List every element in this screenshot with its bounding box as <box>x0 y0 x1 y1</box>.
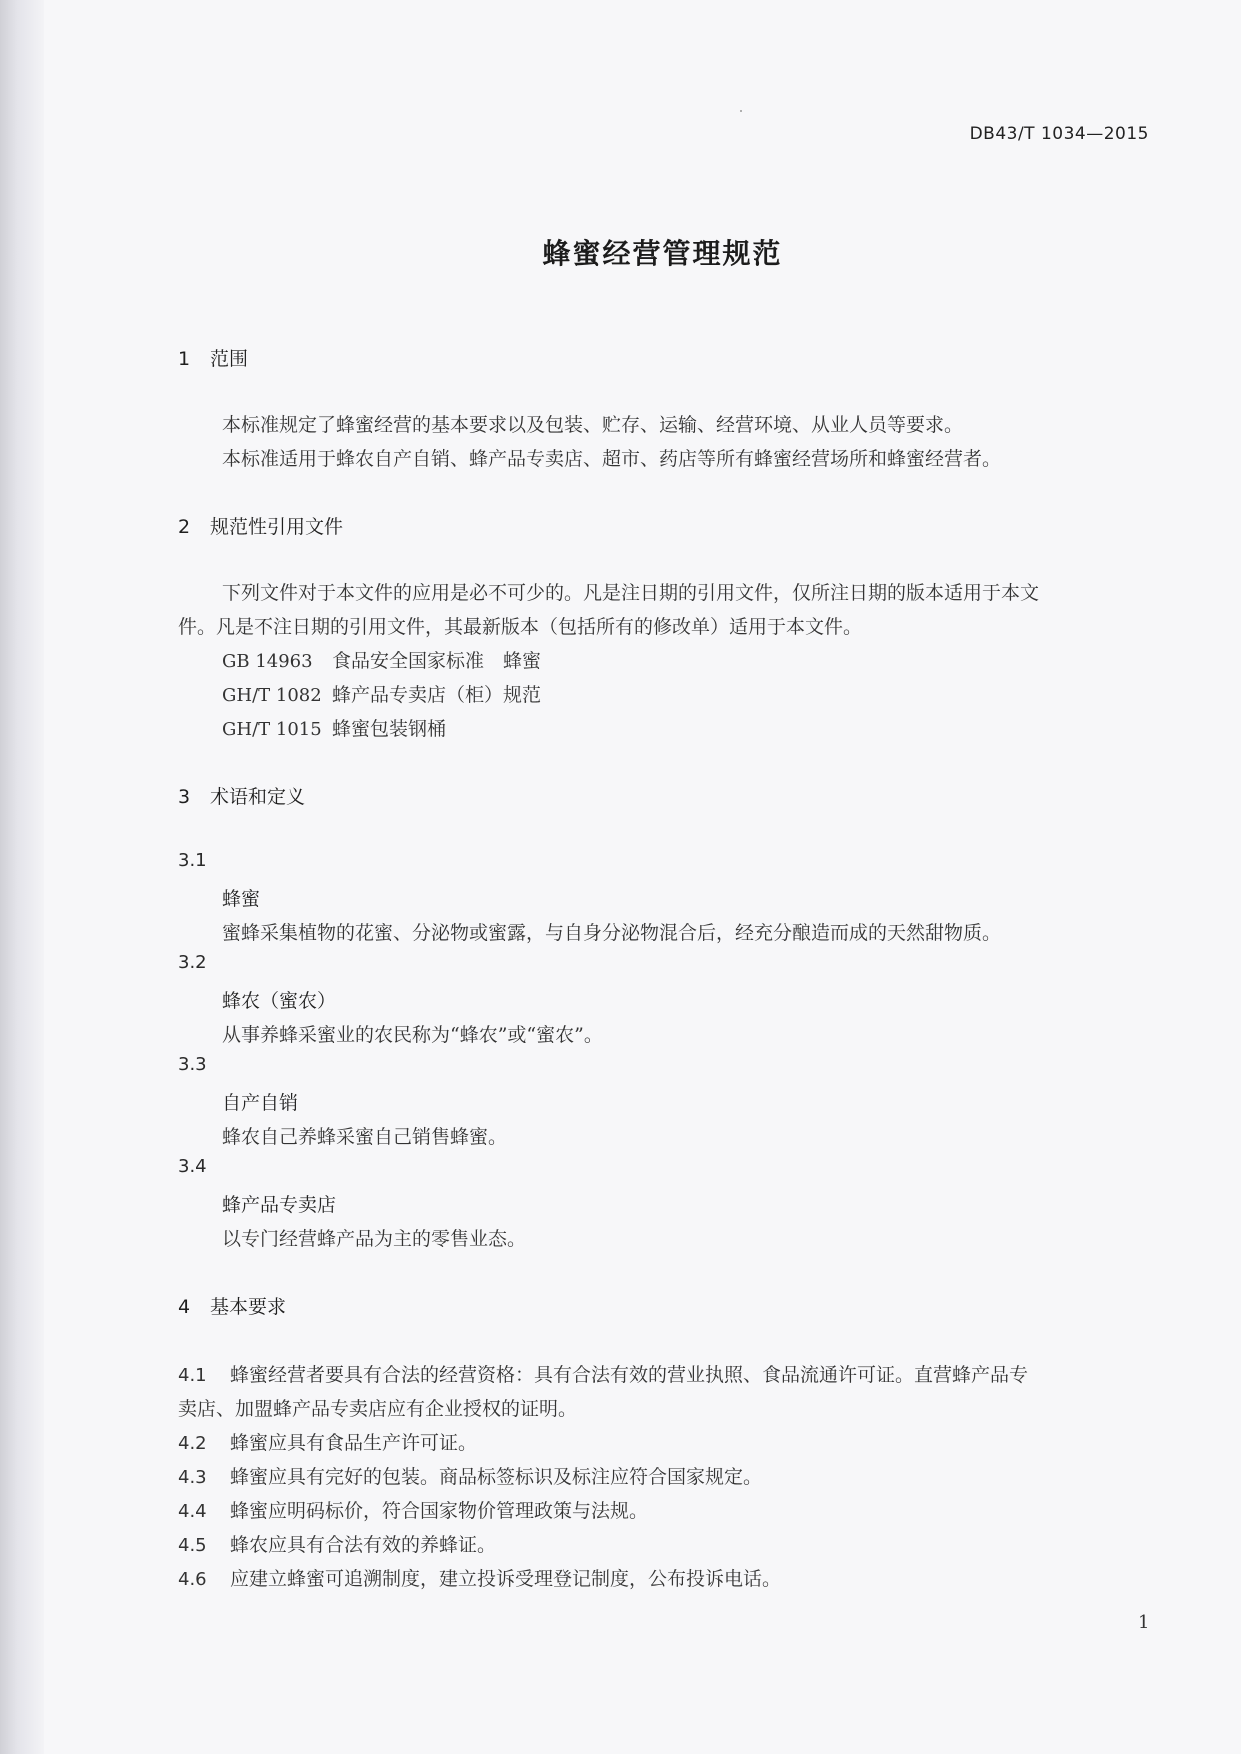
term-definition: 蜂农自己养蜂采蜜自己销售蜂蜜。 <box>222 1126 508 1148</box>
requirement-text: 蜂蜜经营者要具有合法的经营资格：具有合法有效的营业执照、食品流通许可证。直营蜂产品专 <box>230 1364 1029 1386</box>
section-title: 基本要求 <box>210 1296 287 1318</box>
requirement-number: 4.3 <box>178 1467 207 1488</box>
term-number: 3.2 <box>178 952 207 973</box>
reference-code: GB 14963 <box>222 651 313 672</box>
requirement-item <box>178 1564 781 1591</box>
scope-paragraph-2: 本标准适用于蜂农自产自销、蜂产品专卖店、超市、药店等所有蜂蜜经营场所和蜂蜜经营者。 <box>222 448 1002 470</box>
document-title: 蜂蜜经营管理规范 <box>542 237 783 270</box>
requirement-number: 4.2 <box>178 1433 207 1454</box>
term-name: 蜂农（蜜农） <box>222 990 337 1012</box>
reference-item <box>222 646 541 673</box>
reference-item <box>222 714 446 741</box>
section-1-heading <box>178 344 248 371</box>
section-3-heading <box>178 782 305 809</box>
requirement-number: 4.5 <box>178 1535 207 1556</box>
section-2-heading <box>178 512 343 539</box>
scope-paragraph-1: 本标准规定了蜂蜜经营的基本要求以及包装、贮存、运输、经营环境、从业人员等要求。 <box>222 414 964 436</box>
reference-title: 蜂产品专卖店（柜）规范 <box>332 684 542 706</box>
term-definition: 从事养蜂采蜜业的农民称为“蜂农”或“蜜农”。 <box>222 1024 603 1046</box>
term-name: 自产自销 <box>222 1092 299 1114</box>
requirement-text: 蜂蜜应具有食品生产许可证。 <box>230 1432 478 1454</box>
requirement-number: 4.1 <box>178 1365 207 1386</box>
section-number: 2 <box>178 516 191 538</box>
requirement-item <box>178 1360 1028 1387</box>
scan-speck <box>740 110 742 112</box>
reference-code: GH/T 1082 <box>222 685 322 706</box>
requirement-item <box>178 1428 477 1455</box>
reference-item <box>222 680 541 707</box>
standard-code: DB43/T 1034—2015 <box>969 124 1149 144</box>
reference-title: 食品安全国家标准 蜂蜜 <box>332 650 542 672</box>
section-number: 4 <box>178 1296 191 1318</box>
section-4-heading <box>178 1292 286 1319</box>
term-number: 3.4 <box>178 1156 207 1177</box>
page-number: 1 <box>1138 1612 1150 1633</box>
requirement-text-continued: 卖店、加盟蜂产品专卖店应有企业授权的证明。 <box>178 1398 578 1420</box>
term-name: 蜂蜜 <box>222 888 261 910</box>
requirement-item <box>178 1462 762 1489</box>
term-definition: 以专门经营蜂产品为主的零售业态。 <box>222 1228 527 1250</box>
term-number: 3.3 <box>178 1054 207 1075</box>
requirement-text: 应建立蜂蜜可追溯制度，建立投诉受理登记制度，公布投诉电话。 <box>230 1568 782 1590</box>
requirement-item <box>178 1496 648 1523</box>
requirement-item <box>178 1530 496 1557</box>
term-definition: 蜜蜂采集植物的花蜜、分泌物或蜜露，与自身分泌物混合后，经充分酿造而成的天然甜物质。 <box>222 922 1002 944</box>
reference-code: GH/T 1015 <box>222 719 322 740</box>
requirement-text: 蜂蜜应具有完好的包装。商品标签标识及标注应符合国家规定。 <box>230 1466 763 1488</box>
references-intro-line-2: 件。凡是不注日期的引用文件，其最新版本（包括所有的修改单）适用于本文件。 <box>178 616 863 638</box>
requirement-number: 4.6 <box>178 1569 207 1590</box>
term-name: 蜂产品专卖店 <box>222 1194 337 1216</box>
section-number: 3 <box>178 786 191 808</box>
section-title: 规范性引用文件 <box>210 516 344 538</box>
section-number: 1 <box>178 348 191 370</box>
requirement-number: 4.4 <box>178 1501 207 1522</box>
scan-edge-shadow <box>0 0 44 1754</box>
requirement-text: 蜂蜜应明码标价，符合国家物价管理政策与法规。 <box>230 1500 649 1522</box>
section-title: 范围 <box>210 348 249 370</box>
references-intro-line-1: 下列文件对于本文件的应用是必不可少的。凡是注日期的引用文件，仅所注日期的版本适用于本文 <box>222 582 1040 604</box>
reference-title: 蜂蜜包装钢桶 <box>332 718 447 740</box>
section-title: 术语和定义 <box>210 786 306 808</box>
requirement-text: 蜂农应具有合法有效的养蜂证。 <box>230 1534 497 1556</box>
term-number: 3.1 <box>178 850 207 871</box>
